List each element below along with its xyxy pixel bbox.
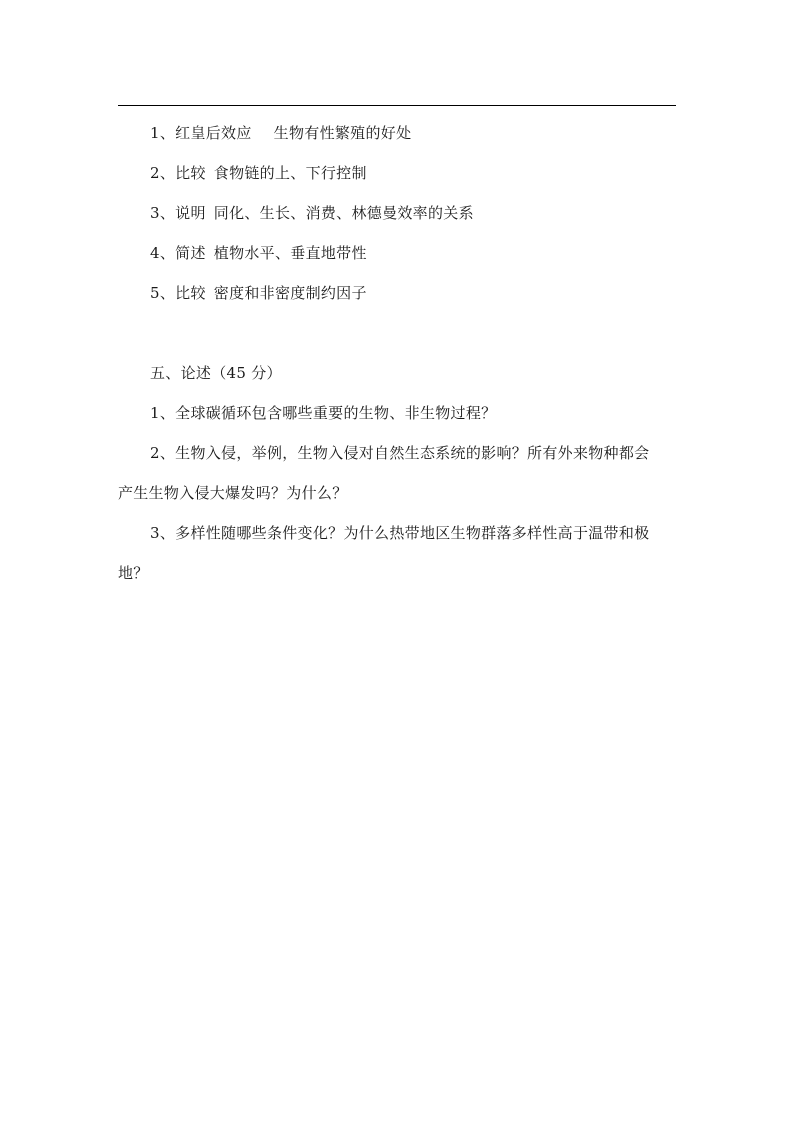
item-verb: 红皇后效应 <box>175 124 252 142</box>
item-number: 3、 <box>150 204 176 222</box>
item-topic: 同化、生长、消费、林德曼效率的关系 <box>213 204 474 222</box>
short-answer-item-5 <box>150 283 367 303</box>
item-topic: 密度和非密度制约因子 <box>213 284 367 302</box>
item-topic: 植物水平、垂直地带性 <box>213 244 367 262</box>
item-number: 1、 <box>150 124 176 142</box>
header-rule <box>118 105 676 106</box>
short-answer-item-4 <box>150 243 367 263</box>
item-verb: 比较 <box>175 284 206 302</box>
essay-question-2-line-1: 2、生物入侵，举例，生物入侵对自然生态系统的影响？所有外来物种都会 <box>150 444 650 462</box>
essay-question-1: 1、全球碳循环包含哪些重要的生物、非生物过程？ <box>150 404 497 422</box>
section-heading: 五、论述（45 分） <box>150 364 282 382</box>
item-topic: 食物链的上、下行控制 <box>213 164 367 182</box>
short-answer-item-2 <box>150 163 367 183</box>
item-number: 2、 <box>150 164 176 182</box>
essay-question-3-line-2: 地？ <box>118 564 149 582</box>
item-verb: 比较 <box>175 164 206 182</box>
short-answer-item-3 <box>150 203 474 223</box>
item-number: 5、 <box>150 284 176 302</box>
essay-question-2-line-2: 产生生物入侵大爆发吗？为什么？ <box>118 484 348 502</box>
item-number: 4、 <box>150 244 176 262</box>
essay-question-3-line-1: 3、多样性随哪些条件变化？为什么热带地区生物群落多样性高于温带和极 <box>150 524 650 542</box>
short-answer-item-1 <box>150 123 411 143</box>
item-verb: 简述 <box>175 244 206 262</box>
item-verb: 说明 <box>175 204 206 222</box>
item-topic: 生物有性繁殖的好处 <box>273 124 412 142</box>
